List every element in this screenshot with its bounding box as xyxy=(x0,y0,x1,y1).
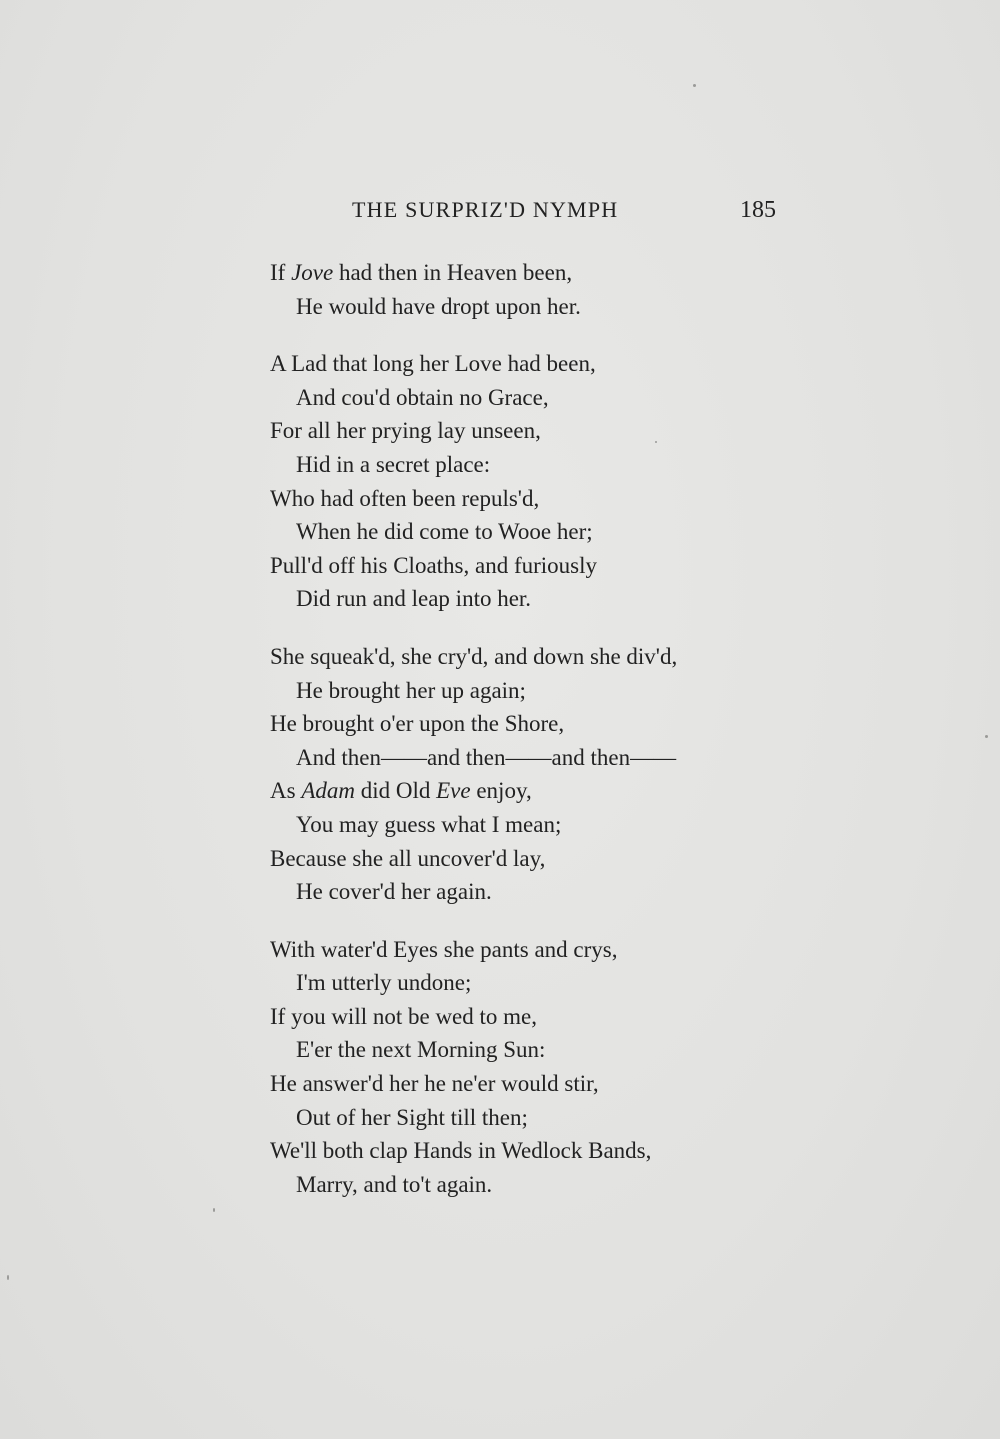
poem-line xyxy=(270,549,830,583)
line-text: He brought o'er upon the Shore, xyxy=(270,711,565,737)
poem-line xyxy=(270,674,830,708)
line-text: He brought her up again; xyxy=(296,677,526,703)
line-text: You may guess what I mean; xyxy=(296,811,562,837)
italic-name: Jove xyxy=(291,260,334,285)
line-text: Did run and leap into her. xyxy=(296,586,532,612)
poem-line xyxy=(270,640,830,674)
line-text: Hid in a secret place: xyxy=(296,451,491,477)
poem-line xyxy=(270,1101,830,1135)
poem-line xyxy=(270,256,830,290)
poem-line xyxy=(270,966,830,1000)
poem-line xyxy=(270,347,830,381)
line-text: A Lad that long her Love had been, xyxy=(270,351,596,377)
line-text: did Old xyxy=(354,778,437,804)
line-text: had then in Heaven been, xyxy=(333,260,573,285)
poem-line xyxy=(270,1067,830,1101)
line-text: I'm utterly undone; xyxy=(296,970,472,996)
line-text: For all her prying lay unseen, xyxy=(270,418,541,444)
poem-line xyxy=(270,933,830,967)
line-text: Marry, and to't again. xyxy=(296,1171,493,1197)
line-text: enjoy, xyxy=(470,778,532,804)
line-text: He cover'd her again. xyxy=(296,879,492,905)
poem-line xyxy=(270,448,830,482)
stanza-break xyxy=(270,323,830,347)
line-text: Out of her Sight till then; xyxy=(296,1104,528,1130)
line-text: Pull'd off his Cloaths, and furiously xyxy=(270,552,597,578)
line-text: He answer'd her he ne'er would stir, xyxy=(270,1071,599,1097)
line-text: And cou'd obtain no Grace, xyxy=(296,384,549,410)
poem-line xyxy=(270,414,830,448)
line-text: Because she all uncover'd lay, xyxy=(270,845,546,871)
line-text: Who had often been repuls'd, xyxy=(270,485,540,511)
poem-line xyxy=(270,774,830,808)
line-text: If xyxy=(270,260,292,285)
line-text: If you will not be wed to me, xyxy=(270,1003,538,1029)
line-text: As xyxy=(270,778,302,804)
poem-line xyxy=(270,1033,830,1067)
line-text: He would have dropt upon her. xyxy=(296,293,581,319)
paper-speck xyxy=(693,84,696,87)
running-title: THE SURPRIZ'D NYMPH xyxy=(352,197,619,222)
poem-line xyxy=(270,381,830,415)
poem-line xyxy=(270,875,830,909)
stanza-break xyxy=(270,909,830,933)
stanza xyxy=(270,347,830,616)
page-number: 185 xyxy=(740,197,776,223)
poem-body xyxy=(270,256,830,1201)
poem-line xyxy=(270,707,830,741)
line-text: E'er the next Morning Sun: xyxy=(296,1037,546,1063)
poem-line xyxy=(270,741,830,775)
italic-name: Adam xyxy=(301,778,355,804)
poem-line xyxy=(270,482,830,516)
poem-line xyxy=(270,515,830,549)
poem-line xyxy=(270,1000,830,1034)
paper-speck xyxy=(985,735,988,738)
poem-line xyxy=(270,1168,830,1202)
stanza xyxy=(270,256,830,323)
paper-speck xyxy=(7,1275,9,1280)
stanza xyxy=(270,933,830,1202)
line-text: With water'd Eyes she pants and crys, xyxy=(270,936,618,962)
running-head xyxy=(352,197,782,233)
italic-name: Eve xyxy=(436,778,471,804)
line-text: When he did come to Wooe her; xyxy=(296,519,593,545)
poem-line xyxy=(270,290,830,324)
stanza xyxy=(270,640,830,909)
line-text: We'll both clap Hands in Wedlock Bands, xyxy=(270,1138,652,1164)
poem-line xyxy=(270,842,830,876)
poem-line xyxy=(270,1134,830,1168)
poem-line xyxy=(270,582,830,616)
paper-speck xyxy=(213,1208,215,1212)
line-text: And then——and then——and then—— xyxy=(296,744,677,770)
stanza-break xyxy=(270,616,830,640)
poem-line xyxy=(270,808,830,842)
line-text: She squeak'd, she cry'd, and down she div'd, xyxy=(270,643,678,669)
